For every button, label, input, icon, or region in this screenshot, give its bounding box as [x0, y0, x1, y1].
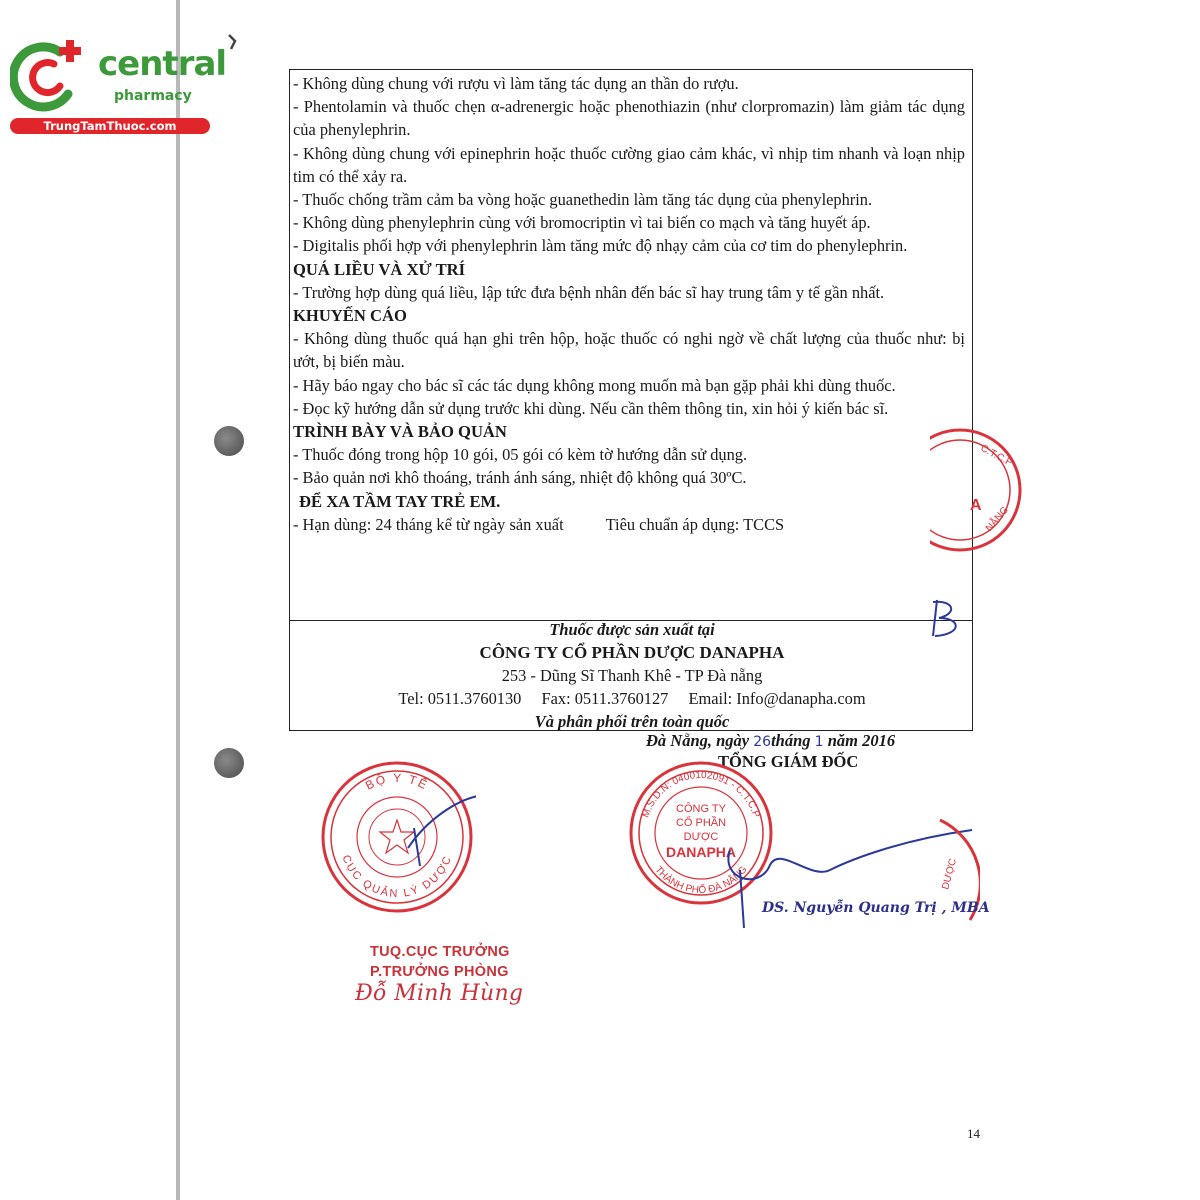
packaging-heading: TRÌNH BÀY VÀ BẢO QUẢN [293, 422, 507, 442]
svg-text:BỘ Y TẾ [363, 771, 431, 793]
signing-date [646, 731, 895, 751]
overdose-heading: QUÁ LIỀU VÀ XỬ TRÍ [293, 259, 466, 279]
date-month-word: tháng [771, 731, 811, 750]
fax: Fax: 0511.3760127 [541, 689, 669, 708]
logo-c-cross-icon [10, 38, 94, 114]
company-address: 253 - Dũng Sĩ Thanh Khê - TP Đà nẵng [501, 666, 763, 685]
approval-line-2: P.TRƯỞNG PHÒNG [370, 964, 509, 980]
svg-text:DƯỢC: DƯỢC [940, 857, 960, 891]
shelf-life: - Hạn dùng: 24 tháng kể từ ngày sản xuất [293, 514, 564, 534]
date-year: năm 2016 [827, 731, 896, 750]
company-stamp-ring-bottom: THÀNH PHỐ ĐÀ NẴNG [652, 864, 750, 897]
interaction-line: - Không dùng phenylephrin cùng với bromocriptin vì tai biến co mạch và tăng huyết áp. [293, 213, 871, 233]
date-month: 1 [814, 734, 824, 750]
interaction-line: - Không dùng chung với rượu vì làm tăng tác dụng an thần do rượu. [293, 74, 739, 93]
initials-mark [925, 592, 975, 642]
children-heading: ĐỂ XA TẦM TAY TRẺ EM. [299, 491, 501, 511]
approval-block [355, 942, 524, 1006]
side-stamp-bottom: NẴNG [983, 504, 1011, 534]
logo-name: central [98, 44, 227, 84]
logo-site-link[interactable]: TrungTamThuoc.com [10, 118, 210, 134]
date-day: 26 [753, 734, 772, 750]
company-stamp-line: CÔNG TY [676, 803, 726, 815]
tel: Tel: 0511.3760130 [398, 689, 522, 708]
warning-line: - Không dùng thuốc quá hạn ghi trên hộp, hoặc thuốc có nghi ngờ về chất lượng của thuốc như: bị ướt, bị biến màu. [293, 329, 965, 372]
director-name: DS. Nguyễn Quang Trị , MBA [762, 900, 990, 916]
warnings-heading: KHUYẾN CÁO [293, 306, 407, 326]
interaction-line: - Thuốc chống trầm cảm ba vòng hoặc guanethedin làm tăng tác dụng của phenylephrin. [293, 190, 873, 210]
interaction-line: - Digitalis phối hợp với phenylephrin làm tăng mức độ nhạy cảm của cơ tim do phenylephrin. [293, 236, 908, 256]
svg-text:A: A [970, 497, 982, 514]
contacts-row [300, 687, 964, 710]
date-prefix: Đà Nẵng, ngày [646, 731, 750, 750]
interaction-line: - Không dùng chung với epinephrin hoặc thuốc cường giao cảm khác, vì nhịp tim nhanh và loạn nhịp tim có thể xảy ra. [293, 143, 965, 186]
approver-name: Đỗ Minh Hùng [355, 981, 524, 1006]
approval-line-1: TUQ.CỤC TRƯỞNG [370, 944, 510, 960]
punch-hole [214, 426, 244, 456]
side-stamp [930, 420, 1030, 560]
distribution-note: Và phân phối trên toàn quốc [534, 712, 730, 731]
side-stamp-text: C.T.C.P [978, 442, 1015, 469]
made-at-label: Thuốc được sản xuất tại [549, 620, 715, 639]
packaging-line: - Thuốc đóng trong hộp 10 gói, 05 gói có kèm tờ hướng dẫn sử dụng. [293, 445, 748, 465]
manufacturer-block [300, 618, 964, 733]
page-number: 14 [967, 1126, 980, 1141]
ministry-stamp [318, 758, 476, 916]
interaction-line: - Phentolamin và thuốc chẹn α-adrenergic hoặc phenothiazin (như clorpromazin) làm giảm tác dụng của phenylephrin. [293, 97, 965, 140]
company-stamp-line: DƯỢC [683, 831, 719, 843]
email: Email: Info@danapha.com [688, 689, 866, 708]
overdose-line: - Trường hợp dùng quá liều, lập tức đưa bệnh nhân đến bác sĩ hay trung tâm y tế gần nhất. [293, 282, 885, 302]
warning-line: - Đọc kỹ hướng dẫn sử dụng trước khi dùng. Nếu cần thêm thông tin, xin hỏi ý kiến bác sĩ. [293, 398, 889, 418]
scan-mark [225, 33, 241, 53]
company-name: CÔNG TY CỔ PHẦN DƯỢC DANAPHA [479, 643, 785, 662]
standard: Tiêu chuẩn áp dụng: TCCS [605, 514, 785, 534]
packaging-line: - Bảo quản nơi khô thoáng, tránh ánh sáng, nhiệt độ không quá 30ºC. [293, 468, 747, 488]
leaflet-content [293, 72, 965, 536]
company-stamp-line: CỔ PHẦN [675, 817, 727, 829]
punch-hole [214, 748, 244, 778]
shelf-life-row [293, 513, 965, 536]
logo-subtitle: pharmacy [114, 88, 192, 104]
central-pharmacy-logo [10, 38, 227, 138]
warning-line: - Hãy báo ngay cho bác sĩ các tác dụng không mong muốn mà bạn gặp phải khi dùng thuốc. [293, 375, 896, 395]
director-title: TỔNG GIÁM ĐỐC [718, 752, 859, 771]
binder-line [176, 0, 180, 1200]
company-stamp-ring: M.S.D.N: 0400102091 - C.T.C.P [640, 769, 762, 820]
ministry-stamp-bottom: CỤC QUẢN LÝ DƯỢC [339, 853, 455, 901]
ministry-stamp-top: BỘ Y TẾ [363, 770, 431, 793]
company-stamp-line: DANAPHA [666, 844, 736, 860]
